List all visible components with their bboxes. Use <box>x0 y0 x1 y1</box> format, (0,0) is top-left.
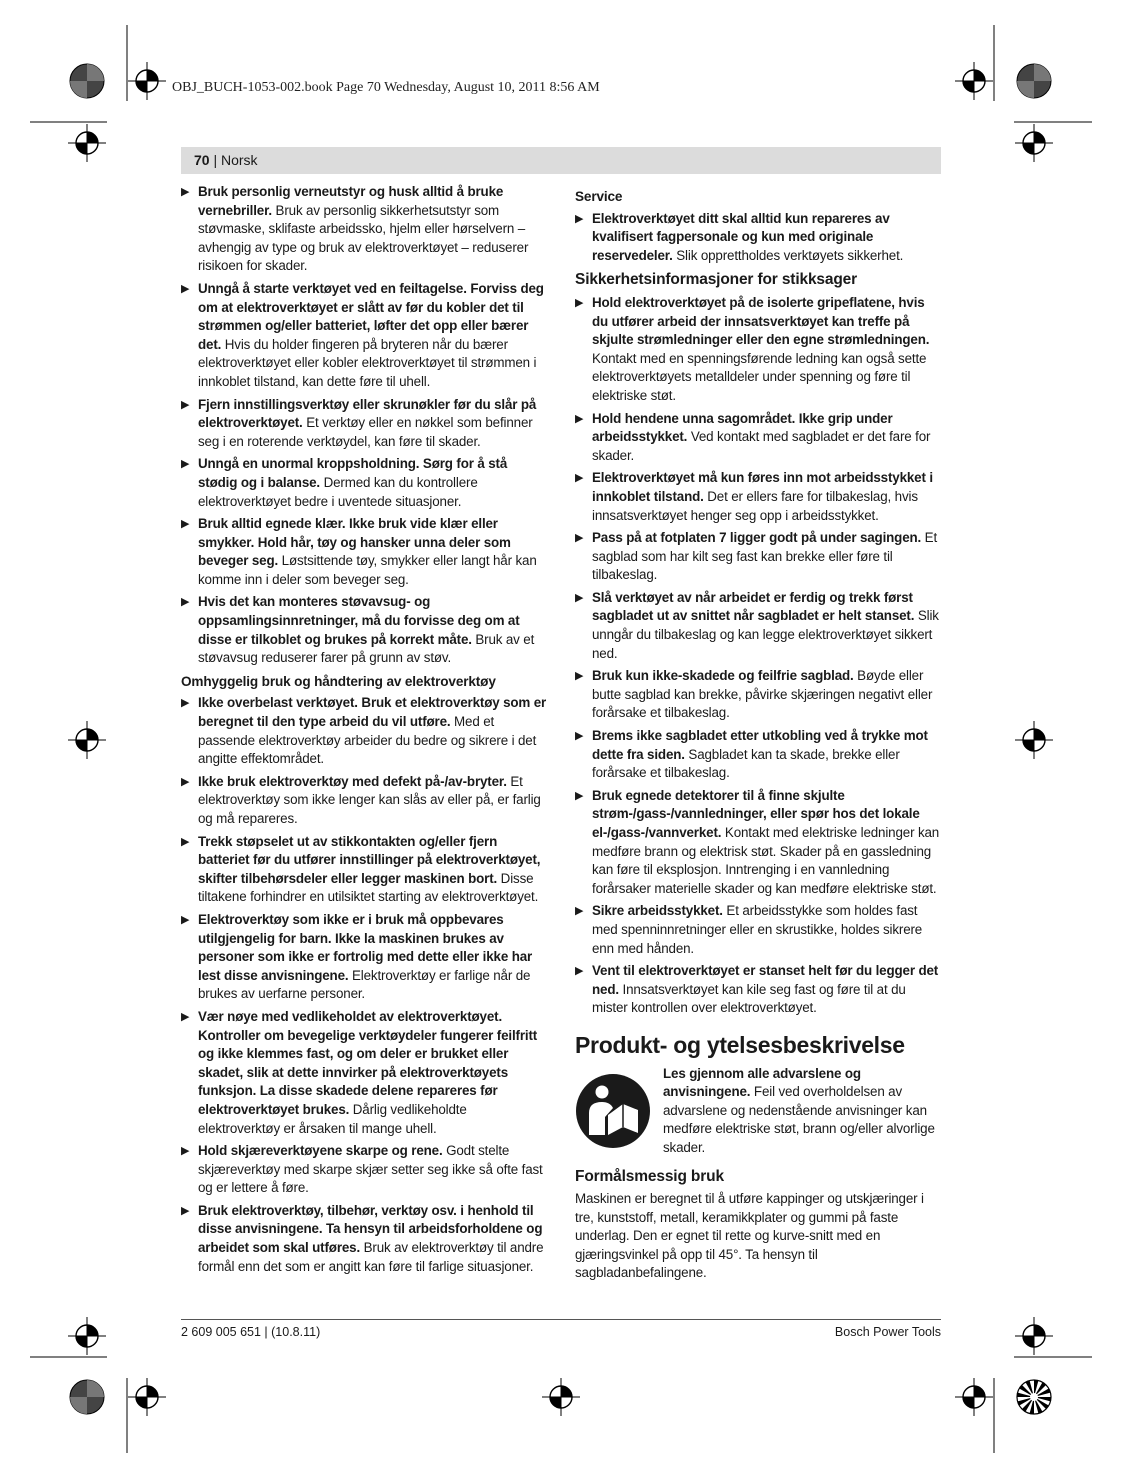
item-text: Disse tiltakene forhindrer en utilsiktet starting av elektroverktøyet. <box>198 870 539 905</box>
list-item <box>575 294 943 406</box>
list-item <box>575 589 943 663</box>
item-bold: Fjern innstillingsverktøy eller skrunøkler før du slår på elektroverktøyet. <box>198 396 537 431</box>
read-instructions-warning <box>575 1065 943 1158</box>
section-heading-intended-use: Formålsmessig bruk <box>575 1167 724 1185</box>
print-slug: OBJ_BUCH-1053-002.book Page 70 Wednesday, August 10, 2011 8:56 AM <box>172 80 600 95</box>
item-bold: Bruk personlig verneutstyr og husk alltid å bruke vernebriller. <box>198 184 504 218</box>
item-bold: Bruk alltid egnede klær. Ikke bruk vide klær eller smykker. Hold hår, tøy og hansker unna deler som beveger seg. <box>198 516 511 569</box>
bullet-arrow-icon: ▶ <box>575 412 584 425</box>
item-text: Godt stelte skjæreverktøy med skarpe skjær setter seg ikke så ofte fast og er lettere å føre. <box>198 1143 543 1196</box>
bullet-arrow-icon: ▶ <box>575 212 584 225</box>
list-item <box>181 1008 549 1138</box>
item-bold: Unngå en unormal kroppsholdning. Sørg for å stå stødig og i balanse. <box>198 456 508 490</box>
footer-rule <box>181 1319 941 1320</box>
list-item <box>181 396 549 452</box>
list-item <box>181 455 549 511</box>
list-item <box>181 773 549 829</box>
warning-text: Feil ved overholdelsen av advarslene og nedenstående anvisninger kan medføre elektriske støt, brann og/eller alvorlige skader. <box>663 1084 935 1155</box>
item-text: Det er ellers fare for tilbakeslag, hvis innsatsverktøyet henger seg opp i arbeidsstykket. <box>592 488 918 523</box>
item-text: Innsatsverktøyet kan kile seg fast og føre til at du mister kontrollen over elektroverktøyet. <box>592 981 906 1016</box>
item-bold: Brems ikke sagbladet etter utkobling ved å trykke mot dette fra siden. <box>592 728 928 762</box>
item-text: Bruk av et støvavsug reduserer farer på grunn av støv. <box>198 631 535 666</box>
list-item <box>575 210 943 266</box>
list-item <box>575 727 943 783</box>
item-bold: Hold elektroverktøyet på de isolerte gripeflatene, hvis du utfører arbeid der innsatsverktøyet kan treffe på skjulte strømledninger eller den egne strømledningen. <box>592 294 930 348</box>
list-item <box>181 280 549 392</box>
list-item <box>181 593 549 667</box>
footer-part-number: 2 609 005 651 | (10.8.11) <box>181 1325 321 1339</box>
bullet-arrow-icon: ▶ <box>181 596 190 609</box>
bullet-arrow-icon: ▶ <box>575 789 584 802</box>
warning-bold: Les gjennom alle advarslene og anvisningene. <box>663 1065 861 1100</box>
intended-use-paragraph: Maskinen er beregnet til å utføre kappinger og utskjæringer i tre, kunststoff, metall, keramikkplater og gummi på faste underlag. Den er egnet til rette og kurve-snitt med en gjæringsvinkel på opp til 45°. Ta hensyn til sagbladanbefalingene. <box>575 1191 924 1281</box>
bullet-arrow-icon: ▶ <box>181 775 190 788</box>
right-column <box>575 183 943 1283</box>
list-item <box>181 911 549 1004</box>
item-bold: Bruk egnede detektorer til å finne skjulte strøm-/gass-/vannledninger, eller spør hos det lokale el-/gass-/vannverket. <box>592 787 920 840</box>
safety-list-2 <box>181 694 549 1276</box>
item-bold: Elektroverktøyet må kun føres inn mot arbeidsstykket i innkoblet tilstand. <box>592 470 933 504</box>
item-bold: Hvis det kan monteres støvavsug- og oppsamlingsinnretninger, må du forvisse deg om at disse er tilkoblet og brukes på korrekt måte. <box>198 594 520 647</box>
item-bold: Sikre arbeidsstykket. <box>592 903 723 919</box>
service-list <box>575 210 943 266</box>
item-text: Med et passende elektroverktøy arbeider du bedre og sikrere i det angitte effektområdet. <box>198 714 537 767</box>
page-number: 70 <box>194 152 210 168</box>
item-bold: Hold skjæreverktøyene skarpe og rene. <box>198 1143 443 1159</box>
item-text: Elektroverktøy er farlige når de brukes av uerfarne personer. <box>198 967 531 1002</box>
item-bold: Trekk støpselet ut av stikkontakten og/eller fjern batteriet før du utfører innstillinger på elektroverktøyet, skifter tilbehørsdeler eller legger maskinen bort. <box>198 833 541 886</box>
item-bold: Vent til elektroverktøyet er stanset helt før du legger det ned. <box>592 963 939 997</box>
bullet-arrow-icon: ▶ <box>575 532 584 545</box>
section-heading-jigsaw-safety: Sikkerhetsinformasjoner for stikksager <box>575 271 858 289</box>
item-text: Bøyde eller butte sagblad kan brekke, påvirke skjæringen negativt eller forårsake et tilbakeslag. <box>592 668 933 721</box>
bullet-arrow-icon: ▶ <box>575 296 584 309</box>
list-item <box>575 469 943 525</box>
section-subheading-service: Service <box>575 189 623 204</box>
left-column <box>181 183 549 1280</box>
item-text: Bruk av personlig sikkerhetsutstyr som støvmaske, sklifaste arbeidssko, hjelm eller hørselvern – avhengig av type og bruk av elektroverktøyet – reduserer risikoen for skader. <box>198 202 529 274</box>
bullet-arrow-icon: ▶ <box>575 965 584 978</box>
item-text: Sagbladet kan ta skade, brekke eller forårsake et tilbakeslag. <box>592 746 900 781</box>
item-text: Slik opprettholdes verktøyets sikkerhet. <box>672 247 904 263</box>
item-text: Et elektroverktøy som ikke lenger kan slås av eller på, er farlig og må repareres. <box>198 773 541 826</box>
item-text: Hvis du holder fingeren på bryteren når du bærer elektroverktøyet eller kobler elektroverktøyet til strømmen i innkoblet tilstand, kan dette føre til uhell. <box>198 336 537 389</box>
section-subheading-careful-use: Omhyggelig bruk og håndtering av elektroverktøy <box>181 673 496 689</box>
list-item <box>181 833 549 907</box>
bullet-arrow-icon: ▶ <box>181 458 190 471</box>
item-bold: Elektroverktøy som ikke er i bruk må oppbevares utilgjengelig for barn. Ikke la maskinen brukes av personer som ikke er fortrolig med dette eller ikke har lest disse anvisningene. <box>198 911 533 983</box>
bullet-arrow-icon: ▶ <box>575 472 584 485</box>
item-text: Kontakt med elektriske ledninger kan medføre brann og elektrisk støt. Skader på en gassledning kan føre til eksplosjon. Inntrenging i en vannledning forårsaker materielle skader og kan medføre elektriske støt. <box>592 825 940 896</box>
list-item <box>181 694 549 768</box>
item-text: Kontakt med en spenningsførende ledning kan også sette elektroverktøyets metalldeler under spenning og føre til elektriske støt. <box>592 350 927 403</box>
list-item <box>575 410 943 466</box>
item-bold: Ikke overbelast verktøyet. Bruk et elektroverktøy som er beregnet til den type arbeid du vil utføre. <box>198 695 547 730</box>
footer-brand: Bosch Power Tools <box>834 1325 941 1339</box>
list-item <box>575 667 943 723</box>
list-item <box>181 1142 549 1198</box>
safety-list-1 <box>181 183 549 668</box>
item-bold: Ikke bruk elektroverktøy med defekt på-/av-bryter. <box>198 773 507 789</box>
item-text: Bruk av elektroverktøy til andre formål enn det som er angitt kan føre til farlige situasjoner. <box>198 1240 544 1274</box>
item-text: Dermed kan du kontrollere elektroverktøyet bedre i uventede situasjoner. <box>198 474 478 509</box>
bullet-arrow-icon: ▶ <box>575 730 584 743</box>
bullet-arrow-icon: ▶ <box>181 282 190 295</box>
item-text: Et arbeidsstykke som holdes fast med spenninnretninger eller en skrustikke, holdes sikrere enn med hånden. <box>592 903 923 956</box>
list-item <box>181 183 549 276</box>
bullet-arrow-icon: ▶ <box>181 1010 190 1023</box>
item-bold: Bruk elektroverktøy, tilbehør, verktøy osv. i henhold til disse anvisningene. Ta hensyn til arbeidsforholdene og arbeidet som skal utføres. <box>198 1202 543 1256</box>
bullet-arrow-icon: ▶ <box>575 670 584 683</box>
header-language: Norsk <box>221 152 258 168</box>
header-separator: | <box>209 152 221 168</box>
page-header <box>194 152 258 168</box>
item-bold: Pass på at fotplaten 7 ligger godt på under sagingen. <box>592 530 922 546</box>
item-text: Dårlig vedlikeholdte elektroverktøy er årsaken til mange uhell. <box>198 1101 467 1136</box>
bullet-arrow-icon: ▶ <box>181 835 190 848</box>
list-item <box>575 529 943 585</box>
item-bold: Unngå å starte verktøyet ved en feiltagelse. Forviss deg om at elektroverktøyet er slått av før du kobler det til strømmen og/eller batteriet, løfter det opp eller bærer det. <box>198 280 544 352</box>
chapter-heading-product: Produkt- og ytelsesbeskrivelse <box>575 1031 905 1058</box>
item-bold: Slå verktøyet av når arbeidet er ferdig og trekk først sagbladet ut av snittet når sagbladet er helt stanset. <box>592 589 915 624</box>
list-item <box>181 1202 549 1276</box>
item-text: Løstsittende tøy, smykker eller langt hår kan komme inn i deler som beveger seg. <box>198 553 537 587</box>
bullet-arrow-icon: ▶ <box>575 591 584 604</box>
jigsaw-safety-list <box>575 294 943 1018</box>
bullet-arrow-icon: ▶ <box>181 913 190 926</box>
item-text: Et sagblad som har kilt seg fast kan brekke eller føre til tilbakeslag. <box>592 530 938 583</box>
bullet-arrow-icon: ▶ <box>181 398 190 411</box>
bullet-arrow-icon: ▶ <box>181 697 190 710</box>
item-text: Slik unngår du tilbakeslag og kan legge elektroverktøyet sikkert ned. <box>592 608 939 661</box>
list-item <box>575 902 943 958</box>
item-bold: Vær nøye med vedlikeholdet av elektroverktøyet. Kontroller om bevegelige verktøydeler fungerer feilfritt og ikke klemmes fast, og om deler er brukket eller skadet, slik at dette innvirker på elektroverktøyets funksjon. La disse skadede delene repareres før elektroverktøyet brukes. <box>198 1008 538 1117</box>
item-text: Ved kontakt med sagbladet er det fare for skader. <box>592 429 931 463</box>
list-item <box>575 787 943 899</box>
bullet-arrow-icon: ▶ <box>181 186 190 198</box>
list-item <box>181 515 549 589</box>
item-bold: Bruk kun ikke-skadede og feilfrie sagblad. <box>592 668 854 684</box>
bullet-arrow-icon: ▶ <box>181 1204 190 1217</box>
page-header-band <box>181 147 941 174</box>
item-text: Et verktøy eller en nøkkel som befinner seg i en roterende verktøydel, kan føre til skader. <box>198 415 533 449</box>
item-bold: Elektroverktøyet ditt skal alltid kun repareres av kvalifisert fagpersonale og kun med originale reservedeler. <box>592 210 890 263</box>
bullet-arrow-icon: ▶ <box>575 905 584 918</box>
list-item <box>575 962 943 1018</box>
bullet-arrow-icon: ▶ <box>181 1145 190 1158</box>
read-manual-icon <box>575 1073 651 1149</box>
item-bold: Hold hendene unna sagområdet. Ikke grip under arbeidsstykket. <box>592 410 893 445</box>
bullet-arrow-icon: ▶ <box>181 518 190 531</box>
